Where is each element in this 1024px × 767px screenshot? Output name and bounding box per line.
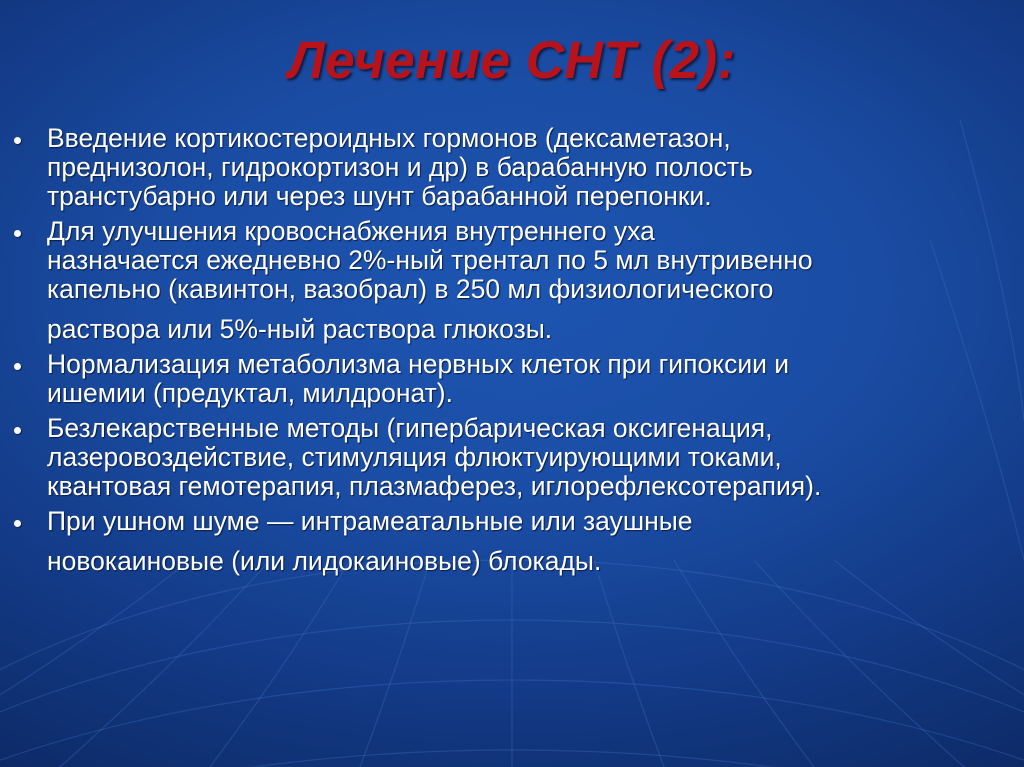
- bullet-text-line: Введение кортикостероидных гормонов (дексаметазон,: [47, 123, 731, 153]
- bullet-item: [14, 350, 1014, 408]
- bullet-item: [14, 217, 1014, 344]
- bullet-list: [14, 124, 1014, 582]
- bullet-text-line: раствора или 5%-ный раствора глюкозы.: [47, 314, 553, 344]
- bullet-dot-icon: [14, 427, 21, 434]
- bullet-text-line: При ушном шуме — интрамеатальные или заушные: [47, 506, 693, 536]
- bullet-text-line: Нормализация метаболизма нервных клеток при гипоксии и: [47, 349, 790, 379]
- bullet-text-line: новокаиновые (или лидокаиновые) блокады.: [47, 546, 602, 576]
- slide-title: Лечение СНТ (2):: [288, 31, 736, 90]
- bullet-item: [14, 414, 1014, 501]
- bullet-dot-icon: [14, 230, 21, 237]
- bullet-item: [14, 124, 1014, 211]
- bullet-text-line: лазеровоздействие, стимуляция флюктуирующими токами,: [47, 442, 782, 472]
- bullet-text-line: капельно (кавинтон, вазобрал) в 250 мл физиологического: [47, 274, 774, 304]
- bullet-dot-icon: [14, 363, 21, 370]
- bullet-text-line: преднизолон, гидрокортизон и др) в барабанную полость: [47, 152, 753, 182]
- bullet-dot-icon: [14, 520, 21, 527]
- bullet-dot-icon: [14, 137, 21, 144]
- bullet-text-line: Для улучшения кровоснабжения внутреннего уха: [47, 216, 655, 246]
- bullet-item: [14, 507, 1014, 576]
- bullet-text-line: Безлекарственные методы (гипербарическая оксигенация,: [47, 413, 773, 443]
- bullet-text-line: транстубарно или через шунт барабанной перепонки.: [47, 181, 712, 211]
- bullet-text-line: квантовая гемотерапия, плазмаферез, иглорефлексотерапия).: [47, 471, 822, 501]
- bullet-text-line: назначается ежедневно 2%-ный трентал по 5 мл внутривенно: [47, 245, 813, 275]
- bullet-text-line: ишемии (предуктал, милдронат).: [47, 378, 453, 408]
